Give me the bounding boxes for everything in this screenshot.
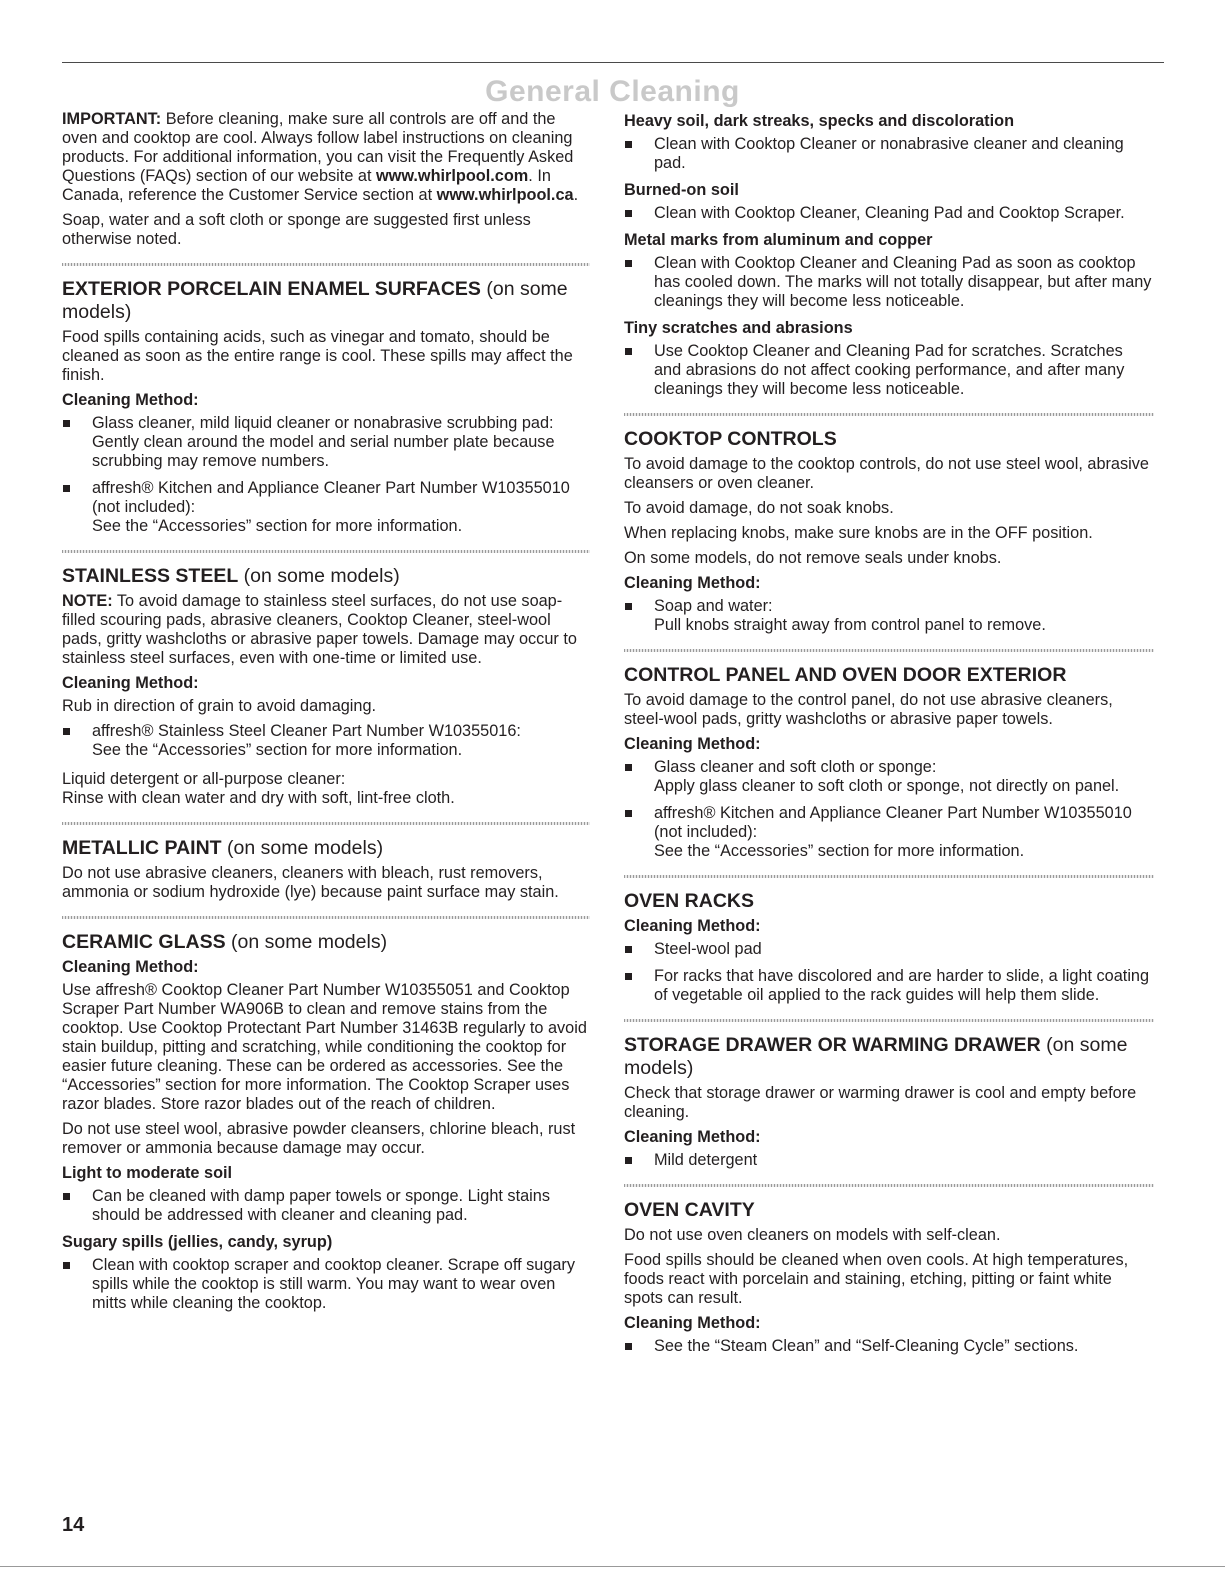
heading-qualifier: (on some models): [221, 837, 384, 859]
list-item: [624, 254, 1154, 311]
metallic-paint-heading: [62, 837, 590, 860]
bullet-square-icon: [625, 1343, 632, 1350]
list-item: [624, 1337, 1154, 1356]
bullet-text: See the “Accessories” section for more information.: [654, 842, 1025, 860]
important-paragraph: [62, 110, 590, 205]
bullet-text: Can be cleaned with damp paper towels or sponge. Light stains should be addressed with cleaner and cleaning pad.: [92, 1187, 550, 1224]
liquid-line-1: Liquid detergent or all-purpose cleaner:: [62, 770, 346, 788]
list-item: [62, 479, 590, 536]
cleaning-method-label: Cleaning Method:: [62, 958, 199, 976]
bullet-text: Apply glass cleaner to soft cloth or sponge, not directly on panel.: [654, 777, 1120, 795]
ceramic-paragraph-2: Do not use steel wool, abrasive powder cleansers, chlorine bleach, rust remover or ammonia because damage may occur.: [62, 1120, 576, 1157]
stainless-note: [62, 592, 590, 668]
control-panel-heading: CONTROL PANEL AND OVEN DOOR EXTERIOR: [624, 664, 1067, 686]
page-number: 14: [62, 1514, 85, 1536]
bullet-square-icon: [63, 1193, 70, 1200]
bullet-text: Gently clean around the model and serial number plate because scrubbing may remove numbers.: [92, 433, 555, 470]
bullet-text: Glass cleaner, mild liquid cleaner or nonabrasive scrubbing pad:: [92, 414, 554, 432]
burned-on-soil-label: Burned-on soil: [624, 181, 739, 199]
note-label: NOTE:: [62, 592, 113, 610]
cleaning-method-label: Cleaning Method:: [62, 391, 199, 409]
heading-bold: EXTERIOR PORCELAIN ENAMEL SURFACES: [62, 278, 481, 300]
intro-end: .: [573, 186, 579, 204]
liquid-line-2: Rinse with clean water and dry with soft, lint-free cloth.: [62, 789, 455, 807]
sugary-spills-label: Sugary spills (jellies, candy, syrup): [62, 1233, 333, 1251]
control-panel-paragraph: To avoid damage to the control panel, do not use abrasive cleaners, steel-wool pads, gritty washcloths or abrasive paper towels.: [624, 691, 1113, 728]
list-item: [624, 967, 1154, 1005]
oven-cavity-p2: Food spills should be cleaned when oven cools. At high temperatures, foods react with porcelain and staining, etching, pitting or faint white spots can result.: [624, 1251, 1129, 1307]
bullet-square-icon: [625, 141, 632, 148]
ceramic-glass-heading: [62, 931, 590, 954]
list-item: [62, 1256, 590, 1313]
bullet-text: Glass cleaner and soft cloth or sponge:: [654, 758, 937, 776]
bullet-text: Mild detergent: [654, 1151, 758, 1169]
cooktop-controls-p3: When replacing knobs, make sure knobs are in the OFF position.: [624, 524, 1093, 542]
bullet-text: Clean with Cooktop Cleaner or nonabrasive cleaner and cleaning pad.: [654, 135, 1124, 172]
bullet-square-icon: [625, 1157, 632, 1164]
section-divider: [62, 916, 590, 919]
cleaning-method-label: Cleaning Method:: [62, 674, 199, 692]
bullet-square-icon: [63, 728, 70, 735]
bullet-square-icon: [625, 210, 632, 217]
cooktop-controls-p2: To avoid damage, do not soak knobs.: [624, 499, 894, 517]
bullet-square-icon: [625, 973, 632, 980]
bullet-square-icon: [625, 946, 632, 953]
list-item: [624, 804, 1154, 861]
list-item: [624, 758, 1154, 796]
heading-bold: CERAMIC GLASS: [62, 931, 226, 953]
soap-paragraph: Soap, water and a soft cloth or sponge are suggested first unless otherwise noted.: [62, 211, 531, 248]
website-link-us[interactable]: www.whirlpool.com: [376, 167, 529, 185]
bullet-text: affresh® Kitchen and Appliance Cleaner Part Number W10355010 (not included):: [654, 804, 1132, 841]
important-label: IMPORTANT:: [62, 110, 162, 128]
bullet-text: Steel-wool pad: [654, 940, 762, 958]
cleaning-method-label: Cleaning Method:: [624, 735, 761, 753]
heading-bold: METALLIC PAINT: [62, 837, 222, 859]
bullet-text: Soap and water:: [654, 597, 773, 615]
list-item: [62, 722, 590, 760]
heading-bold: STORAGE DRAWER OR WARMING DRAWER: [624, 1034, 1041, 1056]
list-item: [624, 597, 1154, 635]
exterior-porcelain-heading: [62, 278, 590, 324]
oven-cavity-heading: OVEN CAVITY: [624, 1199, 755, 1221]
bullet-square-icon: [63, 1262, 70, 1269]
oven-cavity-p1: Do not use oven cleaners on models with self-clean.: [624, 1226, 1001, 1244]
section-divider: [624, 1019, 1154, 1022]
note-text: To avoid damage to stainless steel surfaces, do not use soap-filled scouring pads, abrasive cleaners, Cooktop Cleaner, steel-wool pads, gritty washcloths or abrasive paper towels. Damage may occur to stainless steel surfaces, even with one-time or limited use.: [62, 592, 577, 667]
cooktop-controls-heading: COOKTOP CONTROLS: [624, 428, 837, 450]
ceramic-paragraph-1: Use affresh® Cooktop Cleaner Part Number W10355051 and Cooktop Scraper Part Number WA906B to clean and remove stains from the cooktop. Use Cooktop Protectant Part Number 31463B regularly to avoid stain buildup, pitting and scratching, while conditioning the cooktop for easier future cleaning. These can be ordered as accessories. See the “Accessories” section for more information. The Cooktop Scraper uses razor blades. Store razor blades out of the reach of children.: [62, 981, 587, 1113]
section-divider: [62, 263, 590, 266]
list-item: [62, 1187, 590, 1225]
heading-qualifier: (on some models): [62, 278, 568, 323]
list-item: [624, 204, 1154, 223]
bullet-text: Clean with Cooktop Cleaner and Cleaning Pad as soon as cooktop has cooled down. The marks will not totally disappear, but after many cleanings they will become less noticeable.: [654, 254, 1152, 310]
bullet-text: See the “Accessories” section for more information.: [92, 741, 463, 759]
left-column: [62, 110, 590, 1321]
right-column: [624, 110, 1154, 1364]
metallic-paragraph: Do not use abrasive cleaners, cleaners with bleach, rust removers, ammonia or sodium hydroxide (lye) because paint surface may stain.: [62, 864, 559, 901]
section-divider: [62, 550, 590, 553]
bullet-square-icon: [625, 764, 632, 771]
storage-drawer-paragraph: Check that storage drawer or warming drawer is cool and empty before cleaning.: [624, 1084, 1137, 1121]
top-rule: [62, 62, 1164, 63]
rub-instruction: Rub in direction of grain to avoid damaging.: [62, 697, 377, 715]
list-item: [62, 414, 590, 471]
heading-qualifier: (on some models): [624, 1034, 1128, 1079]
bullet-square-icon: [63, 485, 70, 492]
bullet-text: For racks that have discolored and are harder to slide, a light coating of vegetable oil applied to the rack guides will help them slide.: [654, 967, 1150, 1004]
heading-bold: STAINLESS STEEL: [62, 565, 239, 587]
bullet-square-icon: [625, 348, 632, 355]
bullet-text: Clean with cooktop scraper and cooktop cleaner. Scrape off sugary spills while the cooktop is still warm. You may want to wear oven mitts while cleaning the cooktop.: [92, 1256, 575, 1312]
stainless-steel-heading: [62, 565, 590, 588]
bullet-square-icon: [625, 810, 632, 817]
canada-text: . In Canada, reference the Customer Service section at: [62, 167, 551, 204]
bullet-square-icon: [625, 260, 632, 267]
important-text: Before cleaning, make sure all controls are off and the oven and cooktop are cool. Always follow label instructions on cleaning products. For additional information, you can visit the Frequently Asked Questions (FAQs) section of our website at: [62, 110, 574, 185]
bullet-text: affresh® Stainless Steel Cleaner Part Number W10355016:: [92, 722, 521, 740]
bullet-text: Clean with Cooktop Cleaner, Cleaning Pad and Cooktop Scraper.: [654, 204, 1125, 222]
cleaning-method-label: Cleaning Method:: [624, 1128, 761, 1146]
heavy-soil-label: Heavy soil, dark streaks, specks and discoloration: [624, 112, 1015, 130]
cooktop-controls-p4: On some models, do not remove seals under knobs.: [624, 549, 1002, 567]
bullet-text: Pull knobs straight away from control panel to remove.: [654, 616, 1046, 634]
oven-racks-heading: OVEN RACKS: [624, 890, 755, 912]
liquid-detergent-text: [62, 770, 590, 808]
tiny-scratches-label: Tiny scratches and abrasions: [624, 319, 853, 337]
section-divider: [62, 822, 590, 825]
storage-drawer-heading: [624, 1034, 1154, 1080]
list-item: [624, 135, 1154, 173]
exterior-paragraph: Food spills containing acids, such as vinegar and tomato, should be cleaned as soon as the entire range is cool. These spills may affect the finish.: [62, 328, 573, 384]
section-divider: [624, 413, 1154, 416]
list-item: [624, 1151, 1154, 1170]
section-divider: [624, 649, 1154, 652]
list-item: [624, 940, 1154, 959]
bullet-text: Use Cooktop Cleaner and Cleaning Pad for scratches. Scratches and abrasions do not affect cooking performance, and after many cleanings they will become less noticeable.: [654, 342, 1125, 398]
list-item: [624, 342, 1154, 399]
cleaning-method-label: Cleaning Method:: [624, 574, 761, 592]
bullet-square-icon: [625, 603, 632, 610]
section-divider: [624, 875, 1154, 878]
light-soil-label: Light to moderate soil: [62, 1164, 233, 1182]
bullet-text: affresh® Kitchen and Appliance Cleaner Part Number W10355010 (not included):: [92, 479, 570, 516]
bullet-square-icon: [63, 420, 70, 427]
bullet-text: See the “Steam Clean” and “Self-Cleaning Cycle” sections.: [654, 1337, 1079, 1355]
metal-marks-label: Metal marks from aluminum and copper: [624, 231, 933, 249]
website-link-ca[interactable]: www.whirlpool.ca: [436, 186, 574, 204]
cleaning-method-label: Cleaning Method:: [624, 917, 761, 935]
bottom-rule: [0, 1566, 1225, 1567]
heading-qualifier: (on some models): [225, 931, 388, 953]
heading-qualifier: (on some models): [238, 565, 400, 587]
page-title: General Cleaning: [485, 75, 740, 108]
bullet-text: See the “Accessories” section for more information.: [92, 517, 463, 535]
cooktop-controls-p1: To avoid damage to the cooktop controls, do not use steel wool, abrasive cleansers or oven cleaner.: [624, 455, 1149, 492]
cleaning-method-label: Cleaning Method:: [624, 1314, 761, 1332]
section-divider: [624, 1184, 1154, 1187]
